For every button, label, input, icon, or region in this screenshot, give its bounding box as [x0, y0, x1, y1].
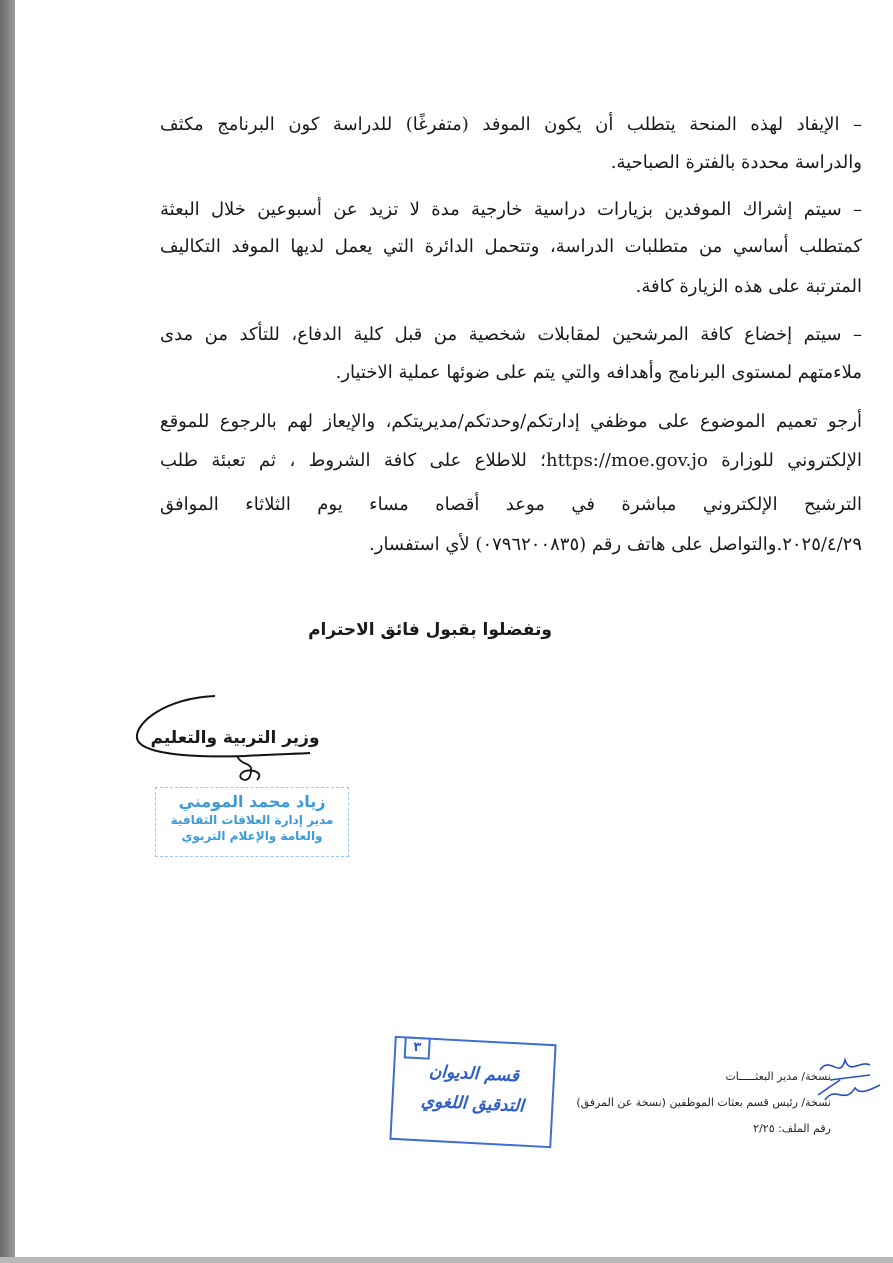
- paragraph-line: الإلكتروني للوزارة https://moe.gov.jo؛ للاطلاع على كافة الشروط ، ثم تعبئة طلب: [160, 450, 862, 471]
- paragraph-line: الترشيح الإلكتروني مباشرة في موعد أقصاه مساء يوم الثلاثاء الموافق: [160, 494, 862, 515]
- stamp-number: ٣: [404, 1036, 431, 1059]
- scan-edge-bottom: [0, 1257, 893, 1263]
- file-number: رقم الملف: ٢/٢٥: [753, 1122, 831, 1135]
- language-review-stamp: [389, 1036, 556, 1148]
- paragraph-line: ملاءمتهم لمستوى البرنامج وأهدافه والتي يتم على ضوئها عملية الاختيار.: [335, 362, 862, 383]
- scan-edge: [0, 0, 15, 1263]
- stamp-position: مدير إدارة العلاقات الثقافية: [170, 813, 334, 827]
- closing-salutation: وتفضلوا بقبول فائق الاحترام: [308, 620, 552, 640]
- paragraph-line: المترتبة على هذه الزيارة كافة.: [635, 276, 862, 297]
- handwritten-initials-icon: [810, 1050, 885, 1115]
- paragraph-line: ٢٠٢٥/٤/٢٩.والتواصل على هاتف رقم (٠٧٩٦٢٠٠٨٣٥) لأي استفسار.: [369, 534, 862, 555]
- minister-title: وزير التربية والتعليم: [150, 728, 320, 748]
- stamp-line: قسم الديوان: [428, 1061, 520, 1087]
- paragraph-line: – سيتم إخضاع كافة المرشحين لمقابلات شخصية من قبل كلية الدفاع، للتأكد من مدى: [160, 324, 862, 345]
- paragraph-line: – الإيفاد لهذه المنحة يتطلب أن يكون الموفد (متفرغًا) للدراسة كون البرنامج مكثف: [160, 114, 862, 135]
- paragraph-line: أرجو تعميم الموضوع على موظفي إدارتكم/وحدتكم/مديريتكم، والإيعاز لهم بالرجوع للموقع: [160, 411, 862, 432]
- copy-recipient: نسخة/ رئيس قسم بعثات الموظفين (نسخة عن المرفق): [576, 1096, 831, 1109]
- copy-recipient: نسخة/ مدير البعثـــــات: [725, 1070, 831, 1083]
- stamp-line: التدقيق اللغوي: [420, 1091, 525, 1117]
- paragraph-line: – سيتم إشراك الموفدين بزيارات دراسية خارجية مدة لا تزيد عن أسبوعين خلال البعثة: [160, 199, 862, 220]
- paragraph-line: كمتطلب أساسي من متطلبات الدراسة، وتتحمل الدائرة التي يعمل لديها الموفد التكاليف: [160, 236, 862, 257]
- stamp-department: والعامة والإعلام التربوي: [181, 829, 323, 843]
- stamp-name: زياد محمد المومني: [178, 792, 326, 811]
- paragraph-line: والدراسة محددة بالفترة الصباحية.: [610, 152, 862, 173]
- name-stamp: [155, 787, 349, 857]
